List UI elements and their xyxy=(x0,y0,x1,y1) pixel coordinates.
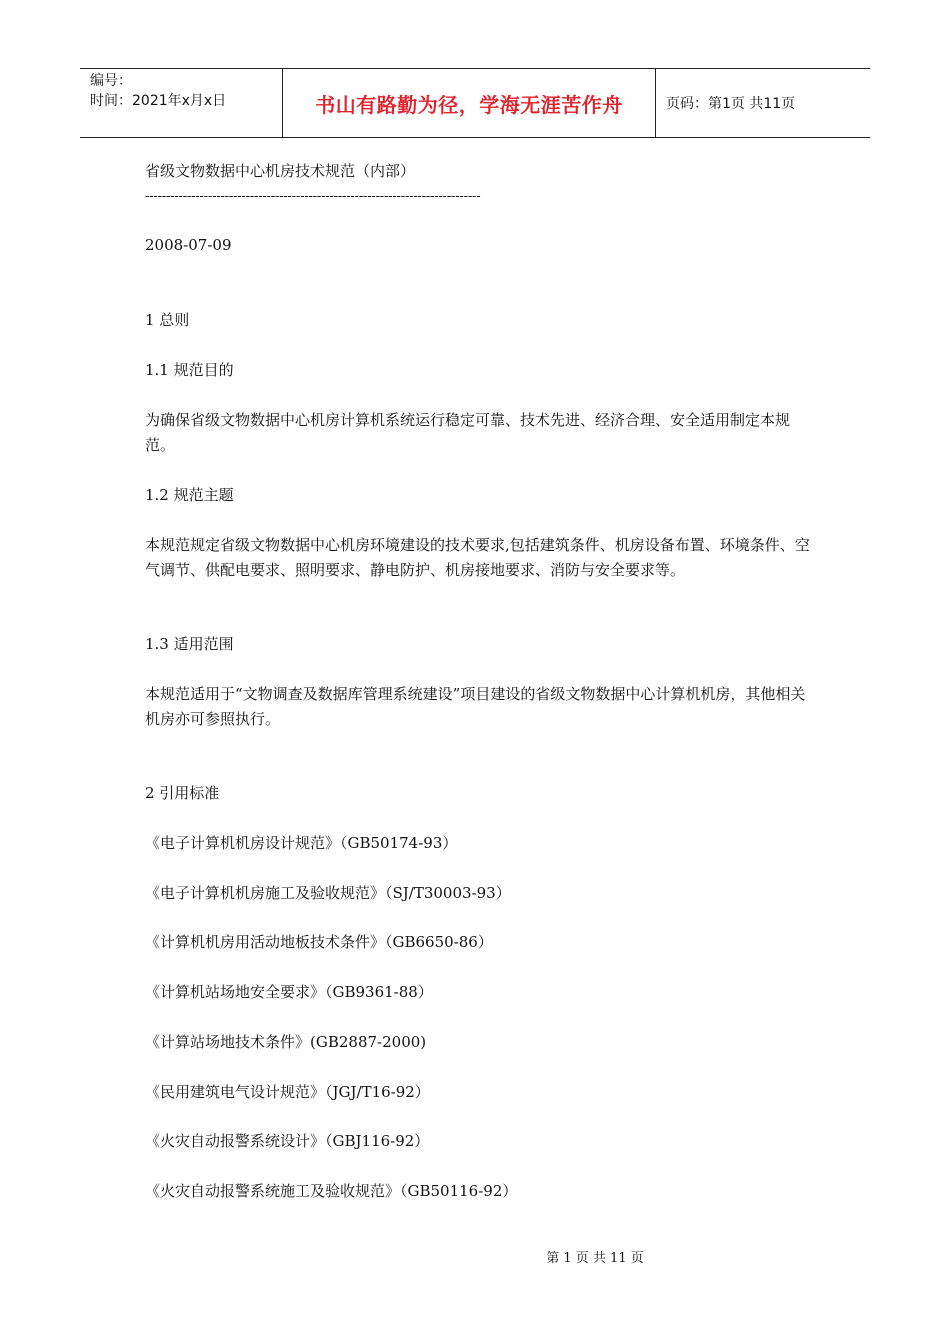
section-2-heading: 2 引用标准 xyxy=(145,784,220,802)
separator-line: -------------------------------------------------------------------------------- xyxy=(145,189,481,204)
page-header xyxy=(80,68,870,138)
reference-item: 《计算机机房用活动地板技术条件》（GB6650-86） xyxy=(145,933,493,951)
document-title: 省级文物数据中心机房技术规范（内部） xyxy=(145,162,416,180)
reference-item: 《火灾自动报警系统施工及验收规范》（GB50116-92） xyxy=(145,1182,518,1200)
section-1-2-text: 本规范规定省级文物数据中心机房环境建设的技术要求,包括建筑条件、机房设备布置、环境条件、空气调节、供配电要求、照明要求、静电防护、机房接地要求、消防与安全要求等。 xyxy=(145,536,810,579)
reference-item: 《火灾自动报警系统设计》（GBJ116-92） xyxy=(145,1132,430,1150)
time-label: 时间：2021年x月x日 xyxy=(90,93,227,109)
section-1-heading: 1 总则 xyxy=(145,311,190,329)
section-1-1-heading: 1.1 规范目的 xyxy=(145,361,234,379)
section-1-1-text: 为确保省级文物数据中心机房计算机系统运行稳定可靠、技术先进、经济合理、安全适用制定本规范。 xyxy=(145,411,791,454)
reference-item: 《计算站场地技术条件》(GB2887-2000) xyxy=(145,1033,427,1051)
section-1-3-text: 本规范适用于“文物调查及数据库管理系统建设”项目建设的省级文物数据中心计算机机房，其他相关机房亦可参照执行。 xyxy=(145,685,806,728)
reference-item: 《计算机站场地安全要求》（GB9361-88） xyxy=(145,983,433,1001)
reference-item: 《民用建筑电气设计规范》（JGJ/T16-92） xyxy=(145,1083,430,1101)
page-footer xyxy=(0,1247,950,1266)
header-left-cell xyxy=(80,69,282,137)
number-label: 编号： xyxy=(90,73,132,89)
reference-item: 《电子计算机机房施工及验收规范》（SJ/T30003-93） xyxy=(145,884,511,902)
reference-item: 《电子计算机机房设计规范》（GB50174-93） xyxy=(145,834,458,852)
section-1-2-heading: 1.2 规范主题 xyxy=(145,486,234,504)
page-label: 页码：第1页 共11页 xyxy=(666,96,796,112)
section-1-3-heading: 1.3 适用范围 xyxy=(145,635,234,653)
document-date: 2008-07-09 xyxy=(145,236,232,254)
header-motto-cell xyxy=(282,69,656,137)
header-page-cell xyxy=(656,69,870,137)
motto-text: 书山有路勤为径，学海无涯苦作舟 xyxy=(315,92,623,117)
footer-page-number: 第 1 页 共 11 页 xyxy=(546,1251,644,1266)
